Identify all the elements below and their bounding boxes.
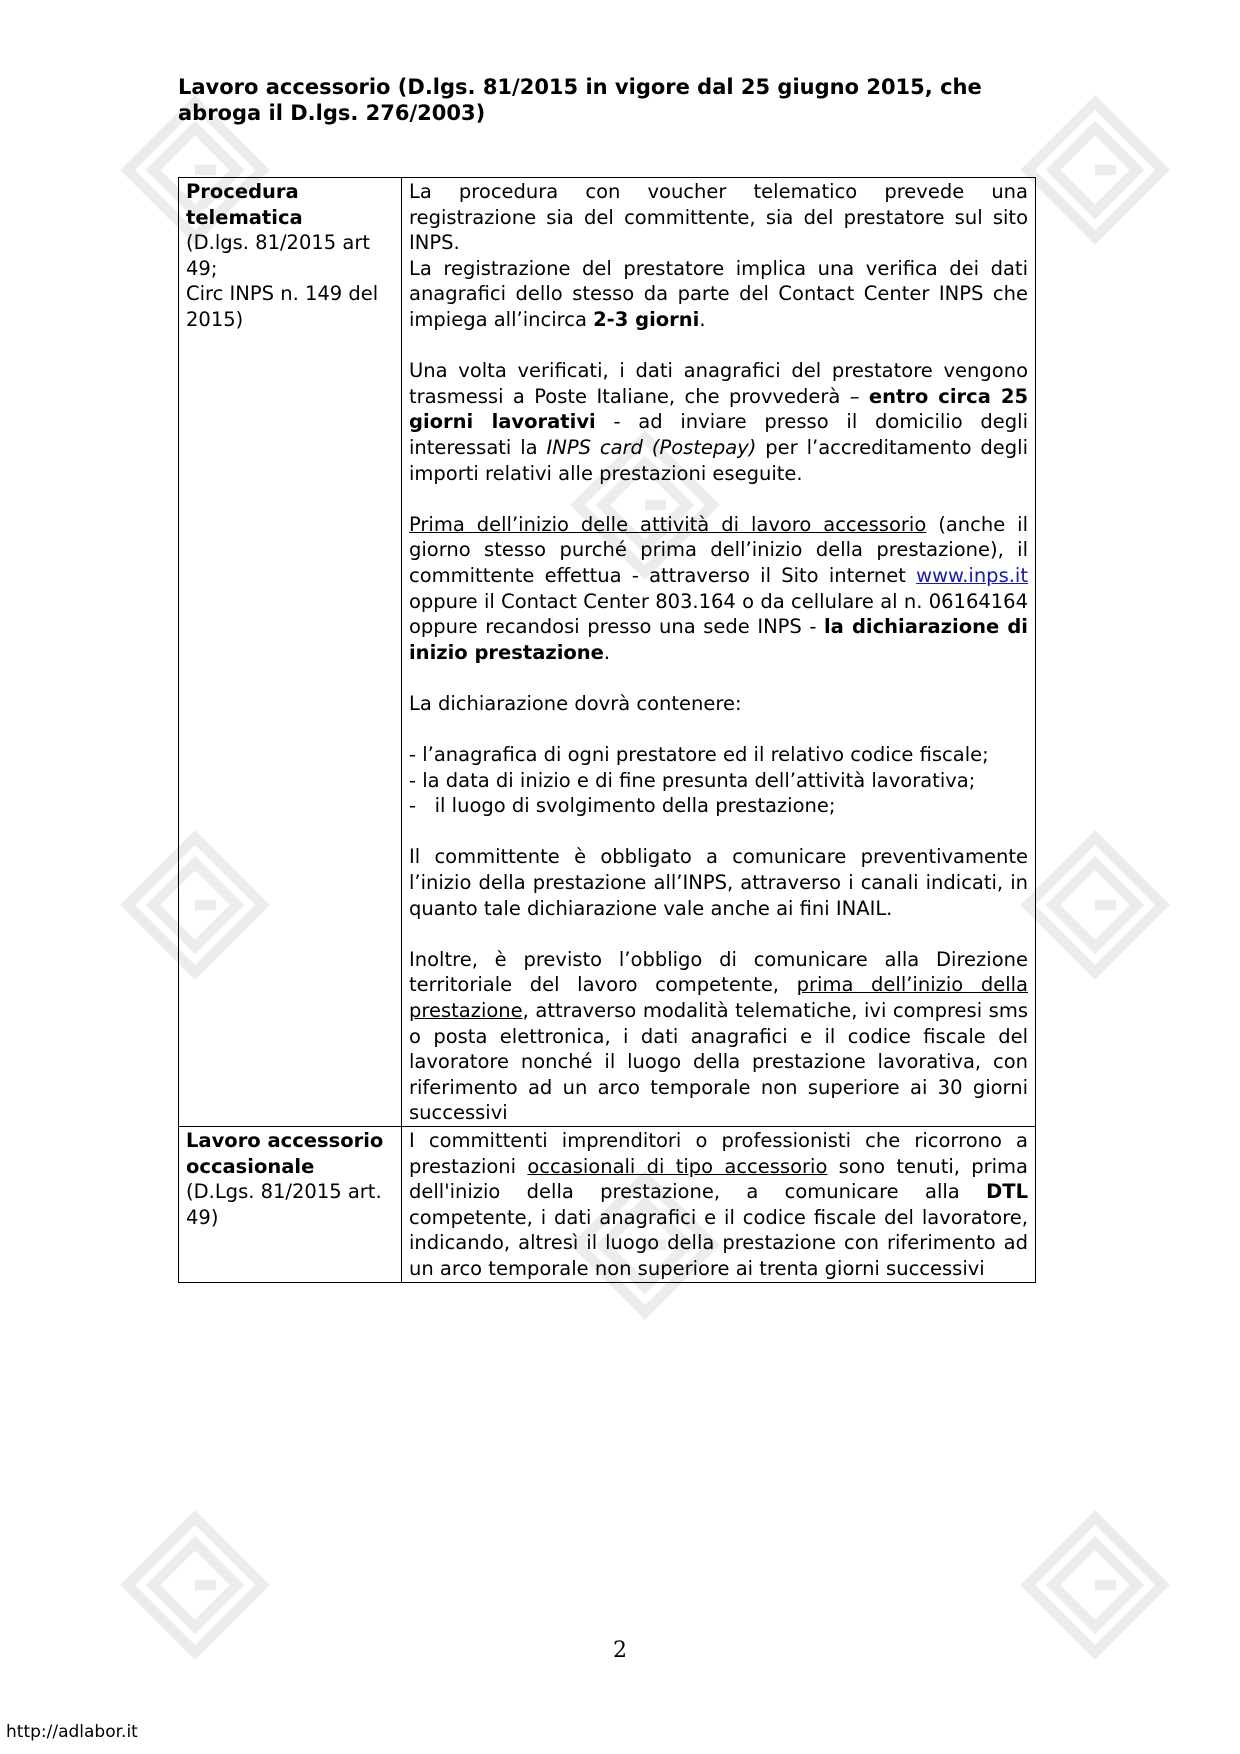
paragraph-text: , attraverso modalità telematiche, ivi compresi sms o posta elettronica, i dati anagrafici e il codice fiscale del lavoratore nonché il luogo della prestazione lavorativa, con riferimento ad un arco temporale non superiore ai 30 giorni successivi <box>409 999 1028 1125</box>
table-row <box>179 1126 1036 1282</box>
list-item: - la data di inizio e di fine presunta dell’attività lavorativa; <box>409 768 976 792</box>
bold-text: entro circa 25 giorni lavorativi <box>409 384 1029 434</box>
bold-text: la dichiarazione di inizio prestazione <box>409 615 1028 664</box>
paragraph-text: oppure il Contact Center 803.164 o da cellulare al n. 06164164 oppure recandosi presso una sede INPS - <box>409 589 1028 639</box>
underlined-text: prima dell’inizio della prestazione <box>409 973 1028 1022</box>
row-label-title: occasionale <box>186 1154 315 1178</box>
row-label-title: Procedura <box>186 180 299 203</box>
footer-url: http://adlabor.it <box>6 1722 138 1742</box>
row-label-reference: 2015) <box>186 307 244 331</box>
paragraph-text: La registrazione del prestatore implica una verifica dei dati anagrafici dello stesso da parte del Contact Center INPS che impiega all’incirca <box>409 256 1028 331</box>
row-label-reference: (D.Lgs. 81/2015 art. <box>186 1180 382 1204</box>
paragraph: La dichiarazione dovrà contenere: <box>409 691 742 715</box>
paragraph-text: . <box>603 640 611 664</box>
underlined-text: occasionali di tipo accessorio <box>527 1154 828 1178</box>
row-content-cell <box>402 1126 1036 1282</box>
paragraph <box>409 947 1028 1126</box>
list-item: - l’anagrafica di ogni prestatore ed il relativo codice fiscale; <box>409 743 989 767</box>
paragraph-text: - ad inviare presso il domicilio degli interessati la <box>409 410 1028 459</box>
paragraph-text: Inoltre, è previsto l’obbligo di comunicare alla Direzione territoriale del lavoro competente, <box>409 947 1028 997</box>
paragraph-text: competente, i dati anagrafici e il codice fiscale del lavoratore, indicando, altresì il luogo della prestazione con riferimento ad un arco temporale non superiore ai trenta giorni successivi <box>409 1205 1028 1280</box>
paragraph-text: . <box>699 307 706 331</box>
row-label-reference: Circ INPS n. 149 del <box>186 282 379 306</box>
bold-text: 2-3 giorni <box>593 307 700 331</box>
row-label-reference: 49) <box>186 1205 219 1229</box>
paragraph-text: La procedura con voucher telematico prevede una registrazione sia del committente, sia del prestatore sul sito INPS. <box>409 180 1028 255</box>
page-number: 2 <box>613 1638 627 1663</box>
content-table <box>178 177 1036 1283</box>
paragraph: Il committente è obbligato a comunicare preventivamente l’inizio della prestazione all’INPS, attraverso i canali indicati, in quanto tale dichiarazione vale anche ai fini INAIL. <box>409 845 1028 920</box>
list-item: - il luogo di svolgimento della prestazione; <box>409 794 836 818</box>
italic-text: INPS card (Postepay) <box>546 435 757 459</box>
row-label-reference: 49; <box>186 256 218 280</box>
paragraph <box>409 512 1028 666</box>
paragraph <box>409 1128 1028 1282</box>
paragraph-text: per l’accreditamento degli importi relativi alle prestazioni eseguite. <box>409 435 1028 485</box>
paragraph-text: (anche il giorno stesso purché prima dell’inizio della prestazione), il committente effettua - attraverso il Sito internet <box>409 512 1028 587</box>
inps-link[interactable]: www.inps.it <box>916 563 1028 587</box>
list <box>409 742 1028 819</box>
paragraph <box>409 179 1028 333</box>
watermark-logo-icon <box>1020 830 1170 980</box>
bold-text: DTL <box>986 1180 1028 1204</box>
row-content-cell <box>402 178 1036 1127</box>
row-label-cell <box>179 178 402 1127</box>
table-row <box>179 178 1036 1127</box>
paragraph-text: sono tenuti, prima dell'inizio della prestazione, a comunicare alla <box>409 1154 1029 1204</box>
row-label-cell <box>179 1126 402 1282</box>
paragraph-text: I committenti imprenditori o professionisti che ricorrono a prestazioni <box>409 1128 1028 1178</box>
page-title: Lavoro accessorio (D.lgs. 81/2015 in vigore dal 25 giugno 2015, che abroga il D.lgs. 276/2003) <box>178 75 982 125</box>
paragraph-text: Una volta verificati, i dati anagrafici del prestatore vengono trasmessi a Poste Italiane, che provvederà – <box>409 359 1028 408</box>
row-label-title: telematica <box>186 205 303 229</box>
row-label-reference: (D.lgs. 81/2015 art <box>186 231 370 255</box>
row-label-title: Lavoro accessorio <box>186 1128 384 1152</box>
underlined-text: Prima dell’inizio delle attività di lavoro accessorio <box>409 512 927 536</box>
paragraph <box>409 358 1028 486</box>
